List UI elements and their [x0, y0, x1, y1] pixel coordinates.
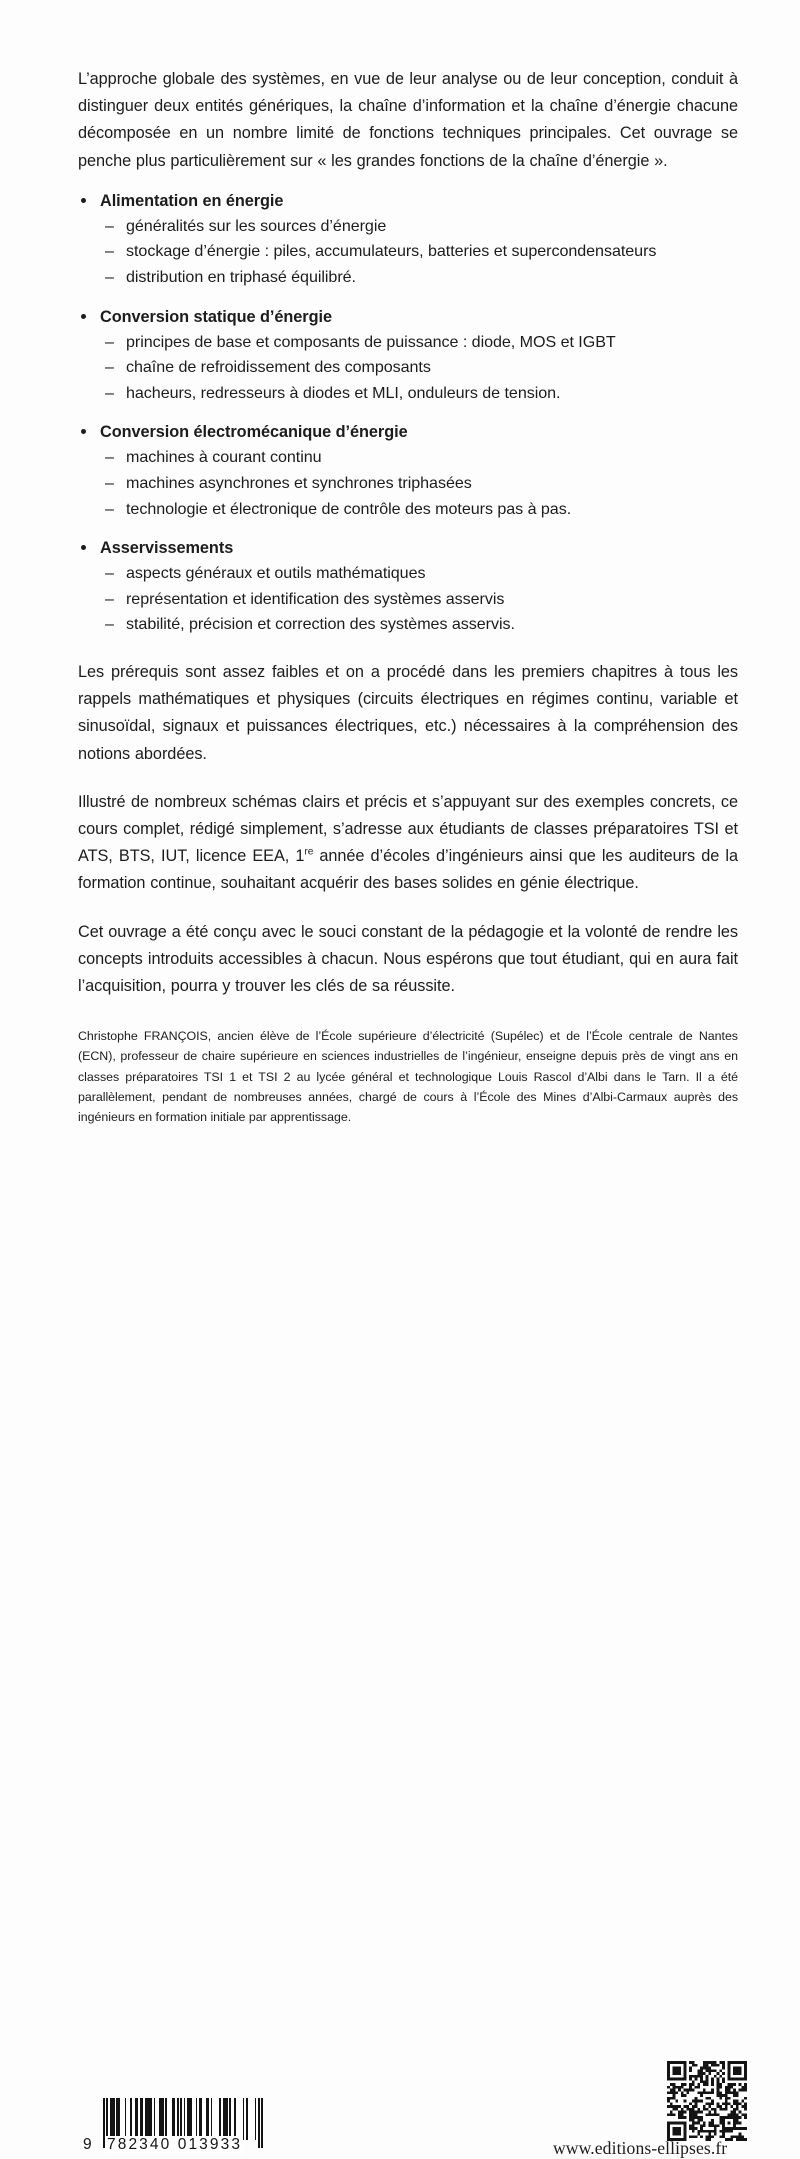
list-item-label: aspects généraux et outils mathématiques: [126, 564, 426, 583]
topic-section: [78, 305, 738, 407]
dash-icon: –: [105, 589, 114, 608]
list-item: [78, 381, 738, 407]
author-biography: Christophe FRANÇOIS, ancien élève de l’École supérieure d’électricité (Supélec) et de l’École centrale de Nantes (ECN), professeur de chaire supérieure en sciences industrielles de l’ingénieur, enseigne depuis près de vingt ans en classes préparatoires TSI 1 et TSI 2 au lycée général et technologique Louis Rascol d’Albi dans le Tarn. Il a été parallèlement, pendant de nombreuses années, chargé de cours à l’École des Mines d’Albi-Carmaux auprès des ingénieurs en formation initiale par apprentissage.: [78, 1029, 738, 1124]
audience-text-part1: Illustré de nombreux schémas clairs et précis et s’appuyant sur des exemples concrets, ce cours complet, rédigé simplement, s’adresse aux étudiants de classes préparatoires TSI et ATS, BTS, IUT, licence EEA,: [78, 792, 738, 866]
list-item: [78, 214, 738, 240]
topic-heading: [78, 420, 738, 445]
dash-icon: –: [105, 499, 114, 518]
topic-subitems: [78, 214, 738, 291]
bullet-dot-icon: [81, 314, 86, 319]
audience-text-part2: année d’écoles d’ingénieurs ainsi que les auditeurs de la formation continue, souhaitant acquérir des bases solides en génie électrique.: [78, 847, 738, 893]
list-item-label: stabilité, précision et correction des systèmes asservis.: [126, 615, 515, 634]
topic-heading: [78, 536, 738, 561]
isbn-barcode: [83, 2098, 263, 2153]
ordinal-suffix: re: [304, 846, 314, 858]
topic-title: Conversion électromécanique d’énergie: [100, 423, 408, 442]
conclusion-paragraph: Cet ouvrage a été conçu avec le souci constant de la pédagogie et la volonté de rendre les concepts introduits accessibles à chacun. Nous espérons que tout étudiant, qui en aura fait l’acquisition, pourra y trouver les clés de sa réussite.: [78, 922, 738, 995]
topic-subitems: [78, 445, 738, 522]
topic-heading: [78, 305, 738, 330]
back-cover-content: [78, 0, 738, 1185]
list-item: [78, 497, 738, 523]
footer: [0, 1020, 800, 2158]
bullet-dot-icon: [81, 429, 86, 434]
qr-code-container: [667, 2061, 747, 2141]
barcode-bars: [103, 2098, 263, 2140]
topic-section: [78, 420, 738, 522]
list-item-label: représentation et identification des systèmes asservis: [126, 589, 505, 608]
list-item: [78, 561, 738, 587]
dash-icon: –: [105, 473, 114, 492]
list-item-label: distribution en triphasé équilibré.: [126, 268, 356, 286]
topic-section: [78, 536, 738, 638]
list-item-label: généralités sur les sources d’énergie: [126, 216, 387, 235]
dash-icon: –: [105, 615, 114, 634]
list-item-label: machines asynchrones et synchrones triphasées: [126, 473, 472, 492]
list-item: [78, 330, 738, 356]
list-item-label: hacheurs, redresseurs à diodes et MLI, onduleurs de tension.: [126, 383, 561, 402]
ordinal-number: 1: [295, 847, 305, 866]
dash-icon: –: [105, 564, 114, 583]
list-item: [78, 471, 738, 497]
dash-icon: –: [105, 448, 114, 467]
dash-icon: –: [105, 332, 114, 351]
publisher-website-link[interactable]: www.editions-ellipses.fr: [553, 2138, 728, 2158]
audience-paragraph: [78, 789, 738, 898]
topic-title: Asservissements: [100, 539, 234, 558]
list-item-label: principes de base et composants de puissance : diode, MOS et IGBT: [126, 332, 616, 351]
dash-icon: –: [105, 216, 114, 235]
topic-subitems: [78, 330, 738, 407]
barcode-main-digits: 782340 013933: [107, 2136, 243, 2153]
list-item: [78, 265, 738, 291]
list-item: [78, 612, 738, 638]
topic-title: Alimentation en énergie: [100, 191, 284, 210]
topics-list: [78, 189, 738, 638]
list-item: [78, 355, 738, 381]
list-item-label: chaîne de refroidissement des composants: [126, 358, 431, 377]
bullet-dot-icon: [81, 198, 86, 203]
dash-icon: –: [105, 358, 114, 377]
prerequisites-paragraph: Les prérequis sont assez faibles et on a procédé dans les premiers chapitres à tous les rappels mathématiques et physiques (circuits électriques en régimes continu, variable et sinusoïdal, signaux et puissances électriques, etc.) nécessaires à la compréhension des notions abordées.: [78, 662, 738, 763]
dash-icon: –: [105, 242, 114, 261]
dash-icon: –: [105, 383, 114, 402]
list-item-label: stockage d’énergie : piles, accumulateurs, batteries et supercondensateurs: [126, 242, 657, 261]
topic-heading: [78, 189, 738, 214]
topic-section: [78, 189, 738, 291]
barcode-lead-digit: 9: [83, 2136, 94, 2153]
intro-paragraph: L’approche globale des systèmes, en vue de leur analyse ou de leur conception, conduit à distinguer deux entités génériques, la chaîne d’information et la chaîne d’énergie chacune décomposée en un nombre limité de fonctions techniques principales. Cet ouvrage se penche plus particulièrement sur « les grandes fonctions de la chaîne d’énergie ».: [78, 70, 738, 170]
topic-title: Conversion statique d’énergie: [100, 307, 332, 326]
list-item-label: machines à courant continu: [126, 448, 322, 467]
bullet-dot-icon: [81, 545, 86, 550]
list-item: [78, 239, 738, 265]
dash-icon: –: [105, 268, 114, 286]
list-item: [78, 445, 738, 471]
list-item-label: technologie et électronique de contrôle des moteurs pas à pas.: [126, 499, 572, 518]
qr-code-icon[interactable]: [667, 2061, 747, 2141]
list-item: [78, 587, 738, 613]
topic-subitems: [78, 561, 738, 638]
